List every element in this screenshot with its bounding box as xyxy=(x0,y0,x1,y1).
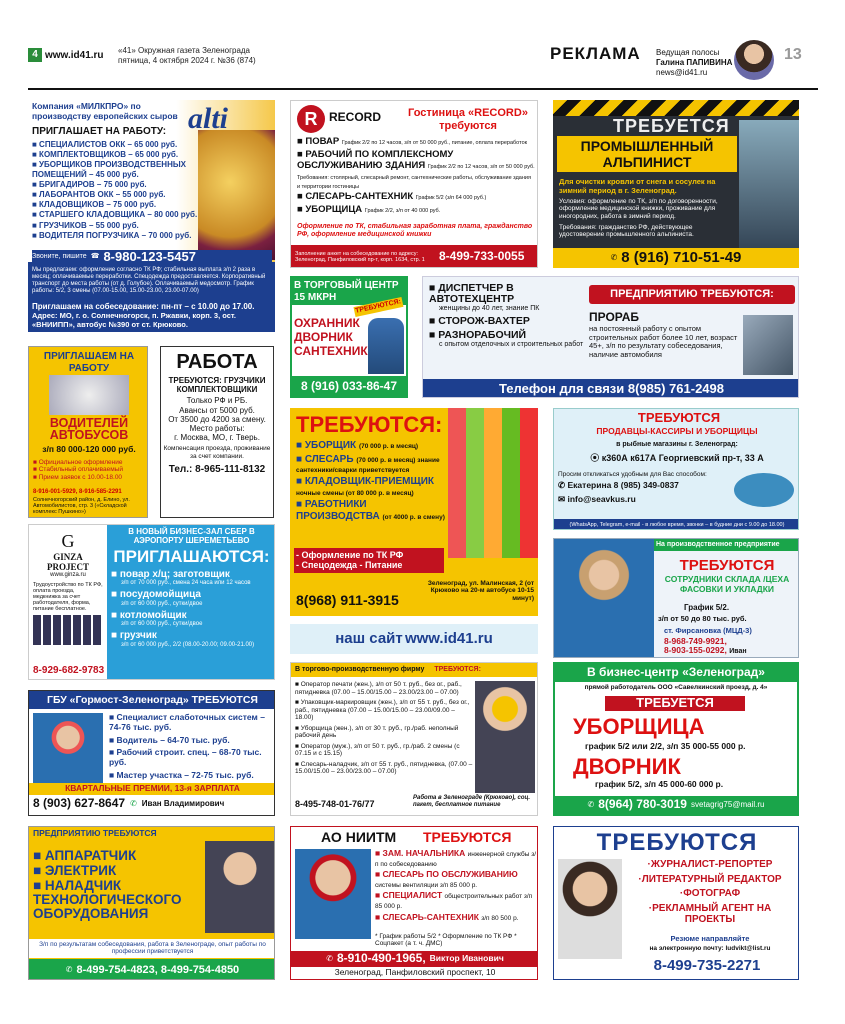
record-job-name: ■ УБОРЩИЦА xyxy=(297,204,365,216)
warehouse-jobs: СОТРУДНИКИ СКЛАДА /ЦЕХА ФАСОВКИ И УКЛАДКИ xyxy=(664,574,790,594)
milkpro-job-item: ■ ГРУЗЧИКОВ – 55 000 руб. xyxy=(32,220,139,230)
milkpro-job-item: ■ БРИГАДИРОВ – 75 000 руб. xyxy=(32,179,147,189)
fish-image xyxy=(734,473,794,507)
warehouse-address: ст. Фирсановка (МЦД-3) xyxy=(664,626,752,635)
niitm-job-item xyxy=(375,891,537,910)
ginza-job-item xyxy=(111,589,272,607)
ad-factory xyxy=(290,662,538,816)
record-job-item xyxy=(297,150,535,190)
ad-workers xyxy=(28,826,275,980)
site-label: наш сайт xyxy=(335,630,403,647)
ad-alpinist xyxy=(553,100,799,268)
page-number: 13 xyxy=(784,46,802,63)
autotech-job-name: ■ ДИСПЕТЧЕР В АВТОТЕХЦЕНТР xyxy=(429,282,515,305)
supermarket-address: Зеленоград, ул. Малинская, 2 (от Крюково на 20-м автобусе 10-15 минут) xyxy=(427,580,534,602)
niitm-job-item xyxy=(375,849,537,868)
autotech-job-desc: с опытом отделочных и строительных работ xyxy=(439,341,584,349)
niitm-title2: ТРЕБУЮТСЯ xyxy=(423,829,512,845)
fish-sub: ПРОДАВЦЫ-КАССИРЫ И УБОРЩИЦЫ xyxy=(596,426,758,436)
fish-title: ТРЕБУЮТСЯ xyxy=(637,410,721,425)
record-job-item xyxy=(297,192,535,203)
niitm-phone[interactable]: 8-910-490-1965, xyxy=(336,951,426,966)
autotech-job-list xyxy=(429,283,589,352)
rabota-l2: Авансы от 5000 руб. xyxy=(179,405,255,415)
niitm-job-desc: системы вентиляции з/п 85 000 р. xyxy=(375,882,478,889)
gormost-bonus: КВАРТАЛЬНЫЕ ПРЕМИИ, 13-я ЗАРПЛАТА xyxy=(29,783,275,795)
supermarket-job-item xyxy=(296,499,451,522)
alpinist-phone[interactable]: 8 (916) 710-51-49 xyxy=(621,249,742,267)
phone-icon: ✆ xyxy=(326,954,333,964)
ginza-job-desc: з/п от 70 000 руб., смена 24 часа или 12 часов xyxy=(121,580,251,587)
milkpro-logo: alti xyxy=(188,102,229,135)
ad-record xyxy=(290,100,538,268)
factory-job-item: ■ Оператор (муж.), з/п от 50 т. руб., гр./раб. 2 смены (с 07.15 и с 15.15) xyxy=(295,742,460,757)
tc15-top: В ТОРГОВЫЙ ЦЕНТР 15 МКРН xyxy=(292,278,406,305)
ginza-site[interactable]: www.ginza.ru xyxy=(50,572,86,579)
ad-milkpro xyxy=(28,100,275,332)
paper-date: пятница, 4 октября 2024 г. №36 (874) xyxy=(118,56,256,65)
ad-drivers xyxy=(28,346,148,518)
ad-autotech xyxy=(422,276,799,398)
mail-icon: ✉ xyxy=(558,494,566,504)
journalist-email[interactable]: на электронную почту: ludvikt@list.ru xyxy=(649,945,771,952)
factory-top: В торгово-производственную фирму xyxy=(295,666,425,673)
niitm-job-desc: общестроительных работ з/п 85 000 р. xyxy=(375,893,533,911)
ad-supermarket xyxy=(290,408,538,616)
rabota-l6: Компенсация проезда, проживание за счет компании. xyxy=(163,445,271,460)
supermarket-job-name: ■ РАБОТНИКИ ПРОИЗВОДСТВА xyxy=(296,499,383,522)
warehouse-top: На производственное предприятие xyxy=(654,539,799,551)
ginza-job-name: ■ грузчик xyxy=(111,630,157,642)
milkpro-job-item: ■ УБОРЩИКОВ ПРОИЗВОДСТВЕННЫХ ПОМЕЩЕНИЙ – 45 000 руб. xyxy=(32,160,187,179)
drivers-photo xyxy=(49,375,129,415)
drivers-perk: ■ Прием заявок с 10.00-18.00 xyxy=(33,473,123,481)
drivers-top: ПРИГЛАШАЕМ НА РАБОТУ xyxy=(43,351,135,374)
niitm-job-name: ■ ЗАМ. НАЧАЛЬНИКА xyxy=(375,848,468,858)
autotech-job-desc: женщины до 40 лет, знание ПК xyxy=(439,305,540,312)
location-pin-icon: ⦿ xyxy=(590,453,600,463)
drivers-perks xyxy=(33,459,145,481)
supermarket-job-list xyxy=(296,440,451,524)
rabota-l5: г. Москва, МО, г. Тверь. xyxy=(174,433,260,443)
gormost-job-list xyxy=(109,713,269,784)
alpinist-requirements: Требования: гражданство РФ, действующее удостоверение промышленного альпиниста. xyxy=(559,224,694,239)
factory-address: Работа в Зеленограде (Крюково), соц. пакет, бесплатное питание xyxy=(413,795,531,808)
autotech-job-name: ■ РАЗНОРАБОЧИЙ xyxy=(429,329,527,342)
rabota-l3: От 3500 до 4200 за смену. xyxy=(168,414,266,424)
factory-job-item: ■ Оператор печати (жен.), з/п от 50 т. руб., без ог., раб., пятидневка (07.00 – 15.00/15.00 – 23.00/23.00 – 07.00) xyxy=(295,681,462,696)
ginza-left: Трудоустройство по ТК РФ, оплата проезда, медкнижка за счет работодателя, форма, питание бесплатное. xyxy=(33,582,103,613)
page-header xyxy=(28,44,818,88)
ginza-phone[interactable]: 8-929-682-9783 xyxy=(33,665,105,676)
fish-email[interactable]: info@seavkus.ru xyxy=(567,494,636,504)
supermarket-job-desc: (70 000 р. в месяц) xyxy=(358,443,419,450)
milkpro-invite: ПРИГЛАШАЕТ НА РАБОТУ: xyxy=(32,126,167,137)
tc15-job-list xyxy=(294,316,366,358)
workers-job-item: ■ АППАРАТЧИК xyxy=(33,848,137,863)
tc15-job-item: ОХРАННИК xyxy=(294,316,360,330)
gormost-title: ГБУ «Гормост-Зеленоград» ТРЕБУЮТСЯ xyxy=(29,691,275,709)
milkpro-job-item: ■ СПЕЦИАЛИСТОВ ОКК – 65 000 руб. xyxy=(32,140,178,149)
bc-desc2: график 5/2, з/п 45 000-60 000 р. xyxy=(595,779,724,789)
supermarket-title: ТРЕБУЮТСЯ: xyxy=(296,412,443,437)
niitm-job-desc: з/п 80 500 р. xyxy=(481,914,519,922)
niitm-address: Зеленоград, Панфиловский проспект, 10 xyxy=(334,967,496,977)
ginza-job-name: ■ повар х/ц; заготовщик xyxy=(111,568,230,580)
phone-icon: ✆ xyxy=(610,253,618,263)
editor-name: Галина ПАПИВИНА xyxy=(656,58,733,67)
supermarket-job-name: ■ УБОРЩИК xyxy=(296,440,359,451)
workers-photo xyxy=(205,841,275,933)
phone-icon: ✆ xyxy=(558,480,566,490)
record-address: Заполнение анкет на собеседование по адресу: Зеленоград, Панфиловский пр-т, корп. 1634, стр. 1 xyxy=(295,250,425,263)
niitm-job-name: ■ СПЕЦИАЛИСТ xyxy=(375,890,445,901)
supermarket-job-name: ■ КЛАДОВЩИК-ПРИЕМЩИК xyxy=(296,476,434,488)
editor-role: Ведущая полосы xyxy=(656,48,720,57)
milkpro-job-item: ■ ВОДИТЕЛЯ ПОГРУЗЧИКА – 70 000 руб. xyxy=(32,230,192,240)
record-job-list xyxy=(297,137,535,218)
ginza-job-item xyxy=(111,630,272,648)
autotech-job2: ПРОРАБ xyxy=(589,310,640,324)
editor-info xyxy=(656,48,732,78)
fish-note: (WhatsApp, Telegram, e-mail - в любое время, звонки – в будние дни с 9.00 до 18.00) xyxy=(554,519,799,530)
bc-phone[interactable]: 8(964) 780-3019 xyxy=(598,797,687,812)
tc15-badge: ТРЕБУЮТСЯ: xyxy=(353,297,403,317)
rabota-l1: Только РФ и РБ. xyxy=(186,396,248,406)
workers-job-item: ■ НАЛАДЧИК ТЕХНОЛОГИЧЕСКОГО ОБОРУДОВАНИЯ xyxy=(33,878,182,921)
factory-job-item: ■ Упаковщик-маркировщик (жен.), з/п от 55 т. руб., без ог., раб., пятидневка (07.00 – 15.00/15.00 – 23.00/09.00 – 18.00) xyxy=(295,699,470,721)
ginza-job-item xyxy=(111,569,272,587)
rabota-phone[interactable]: Тел.: 8-965-111-8132 xyxy=(168,464,266,476)
supermarket-job-item xyxy=(296,476,451,497)
supermarket-perks xyxy=(294,548,444,573)
niitm-job-item xyxy=(375,870,537,889)
ad-gormost xyxy=(28,690,275,816)
ginza-job-name: ■ котломойщик xyxy=(111,609,187,621)
alpinist-desc: Для очистки кровли от снега и сосулек на зимний период в г. Зеленоград. xyxy=(559,177,716,195)
factory-job-list xyxy=(295,681,473,779)
record-title: Гостиница «RECORD» требуются xyxy=(408,107,528,132)
milkpro-job-list xyxy=(32,140,207,241)
journalist-job-item: ·ЖУРНАЛИСТ-РЕПОРТЕР xyxy=(647,859,773,870)
ginza-job-item xyxy=(111,610,272,628)
niitm-job-item xyxy=(375,913,537,923)
gormost-worker-image xyxy=(33,713,103,783)
journalist-photo xyxy=(558,859,622,959)
niitm-title: АО НИИТМ xyxy=(321,829,397,845)
ginza-logo-icon: G xyxy=(61,531,75,551)
supermarket-phone[interactable]: 8(968) 911-3915 xyxy=(296,592,399,608)
niitm-job-name: ■ СЛЕСАРЬ-САНТЕХНИК xyxy=(375,911,482,922)
factory-phone[interactable]: 8-495-748-01-76/77 xyxy=(295,799,375,809)
factory-job-item: ■ Слесарь-наладчик, з/п от 55 т. руб., пятидневка, (07.00 – 15.00/15.00 – 23.00/23.00 – 07.00) xyxy=(295,760,473,775)
autotech-title: ПРЕДПРИЯТИЮ ТРЕБУЮТСЯ: xyxy=(589,285,795,304)
record-job-name: ■ ПОВАР xyxy=(297,136,342,147)
header-rule xyxy=(28,88,818,90)
supermarket-produce-image xyxy=(448,408,538,558)
ad-journalist xyxy=(553,826,799,980)
milkpro-job-item: ■ КЛАДОВЩИКОВ – 75 000 руб. xyxy=(32,200,157,210)
journalist-job-item: ·РЕКЛАМНЫЙ АГЕНТ НА ПРОЕКТЫ xyxy=(648,902,772,925)
supermarket-perk: - Спецодежда - Питание xyxy=(296,560,403,571)
ginza-staff-image xyxy=(33,615,103,645)
phone-icon: ✆ xyxy=(130,799,137,809)
site-logo[interactable] xyxy=(28,48,104,62)
milkpro-job-item: ■ КОМПЛЕКТОВЩИКОВ – 65 000 руб. xyxy=(32,150,179,160)
journalist-job-item: ·ЛИТЕРАТУРНЫЙ РЕДАКТОР xyxy=(638,873,782,885)
record-job-item xyxy=(297,137,535,148)
record-logo-icon: R xyxy=(297,105,325,133)
journalist-phone[interactable]: 8-499-735-2271 xyxy=(653,957,761,974)
gormost-job-item: ■ Водитель – 64-70 тыс. руб. xyxy=(109,734,230,745)
bc-employer: прямой работодатель ООО «Савелкинский проезд, д. 4» xyxy=(584,684,768,691)
logo-icon: 4 xyxy=(28,48,42,62)
ad-fish xyxy=(553,408,799,530)
alpinist-conditions: Условия: оформление по ТК, з/п по договоренности, оформление медицинской книжки, проживание для иногородних, работа в зимний период. xyxy=(559,198,718,220)
rabota-title: РАБОТА xyxy=(176,351,258,373)
fish-phone[interactable]: Екатерина 8 (985) 349-0837 xyxy=(567,480,679,490)
editor-avatar xyxy=(734,40,774,80)
drivers-job: ВОДИТЕЛЕЙ АВТОБУСОВ xyxy=(49,416,129,442)
rabota-l4: Место работы: xyxy=(189,423,245,433)
workers-job-list xyxy=(33,849,203,922)
alpinist-title: ТРЕБУЕТСЯ xyxy=(613,116,730,136)
section-title: РЕКЛАМА xyxy=(550,44,641,63)
paper-title: «41» Окружная газета Зеленограда xyxy=(118,46,251,55)
record-job-desc: График 5/2 (з/п 64 000 руб.) xyxy=(415,195,487,202)
tc15-phone[interactable]: 8 (916) 033-86-47 xyxy=(292,376,406,396)
journalist-resume: Резюме направляйте xyxy=(670,934,750,943)
record-job-desc: График 2/2 по 12 часов, з/п от 50 000 руб. Требования: столярный, слесарный ремонт, сантехнические работы, обслуживание здания и территории гостиницы xyxy=(297,163,535,191)
record-brand: RECORD xyxy=(329,110,382,124)
ginza-title: ПРИГЛАШАЮТСЯ: xyxy=(113,547,270,567)
paper-info xyxy=(118,46,256,66)
supermarket-job-desc: ночные смены (от 80 000 р. в месяц) xyxy=(296,489,414,497)
milkpro-interview: Приглашаем на собеседование: пн-пт – с 10.00 до 17.00. xyxy=(32,302,255,311)
supermarket-perk: - Оформление по ТК РФ xyxy=(296,550,404,560)
autotech-job-name: ■ СТОРОЖ-ВАХТЕР xyxy=(429,315,530,328)
bc-job1: УБОРЩИЦА xyxy=(573,714,705,739)
journalist-title: ТРЕБУЮТСЯ xyxy=(596,829,758,856)
record-note: Оформление по ТК, стабильная заработная плата, гражданство РФ, оформление медицинской книжки xyxy=(297,223,533,239)
factory-job-item: ■ Уборщица (жен.), з/п от 30 т. руб., гр./раб. неполный рабочий день xyxy=(295,724,459,739)
milkpro-offer: Мы предлагаем: оформление согласно ТК РФ; стабильная выплата з/п 2 раза в месяц; оплачиваемые переработки. Спецодежда предоставляется. Корпоративный транспорт до места работы (от д. Голубое). Оплачиваемый медосмотр. График работы: 5/2, 3 смены (07.00-15.00, 15.00-23.00, 23.00-07.00) xyxy=(32,267,266,294)
workers-phones[interactable]: 8-499-754-4823, 8-499-754-4850 xyxy=(76,963,240,976)
ginza-job-name: ■ посудомойщица xyxy=(111,589,201,601)
milkpro-address: Адрес: МО, г. о. Солнечногорск, п. Ржавки, корп. 3, ост. «ВНИИПП», автобус №390 от ст. Крюково. xyxy=(32,311,236,329)
journalist-job-list xyxy=(624,859,796,929)
niitm-job-name: ■ СЛЕСАРЬ ПО ОБСЛУЖИВАНИЮ xyxy=(375,869,518,880)
niitm-perks: * График работы 5/2 * Оформление по ТК РФ * Соцпакет (а т. ч. ДМС) xyxy=(375,933,517,948)
tc15-job-item: САНТЕХНИК xyxy=(294,344,368,358)
record-job-name: ■ РАБОЧИЙ ПО КОМПЛЕКСНОМУ ОБСЛУЖИВАНИЮ ЗДАНИЯ xyxy=(297,148,454,171)
ad-tc15 xyxy=(290,276,408,398)
gormost-job-item: ■ Рабочий строит. спец. – 68-70 тыс. руб. xyxy=(109,747,262,768)
alpinist-photo xyxy=(739,120,799,250)
gormost-phone[interactable]: 8 (903) 627-8647 xyxy=(33,796,126,810)
milkpro-job-item: ■ СТАРШЕГО КЛАДОВЩИКА – 80 000 руб. xyxy=(32,210,198,220)
tc15-job-item: ДВОРНИК xyxy=(294,330,353,344)
autotech-job-item xyxy=(429,330,589,349)
milkpro-job-item: ■ ЛАБОРАНТОВ ОКК – 55 000 руб. xyxy=(32,189,166,199)
warehouse-title: ТРЕБУЮТСЯ xyxy=(679,557,775,574)
fish-contact-label: Просим откликаться удобным для Вас способом: xyxy=(558,471,707,478)
supermarket-job-item xyxy=(296,440,451,452)
drivers-perk: ■ Официальное оформление xyxy=(33,459,123,466)
factory-worker-image xyxy=(475,681,535,793)
autotech-job2-desc: на постоянный работу с опытом строительных работ более 10 лет, возраст 45+, з/п по результату собеседования, наличие автомобиля xyxy=(589,324,738,359)
warehouse-salary: з/п от 50 до 80 тыс. руб. xyxy=(658,614,747,623)
factory-badge: ТРЕБУЮТСЯ: xyxy=(434,666,481,673)
warehouse-photo xyxy=(554,539,654,658)
fish-locations: к360А к617А Георгиевский пр-т, 33 А xyxy=(601,453,764,463)
workers-job-item: ■ ЭЛЕКТРИК xyxy=(33,863,117,878)
autotech-phone[interactable]: Телефон для связи 8(985) 761-2498 xyxy=(423,379,799,398)
autotech-job-item xyxy=(429,316,589,327)
record-phone[interactable]: 8-499-733-0055 xyxy=(439,249,525,264)
site-link[interactable]: www.id41.ru xyxy=(404,630,493,647)
ad-rabota xyxy=(160,346,274,518)
ad-niitm xyxy=(290,826,538,980)
record-job-desc: График 2/2 по 12 часов, з/п от 50 000 руб., питание, оплата переработок xyxy=(341,140,528,146)
supermarket-job-desc: (70 000 р. в месяц) знание сантехники/сварки приветствуется xyxy=(296,456,440,474)
ginza-job-desc: з/п от 60 000 руб., сутки/двое xyxy=(121,621,203,628)
autotech-car-image xyxy=(743,315,793,375)
record-job-name: ■ СЛЕСАРЬ-САНТЕХНИК xyxy=(297,191,416,203)
supermarket-job-desc: (от 4000 р. в смену) xyxy=(382,513,445,521)
drivers-address: Солнечногорский район, д. Елино, ул. Автомобилистов, стр. 3 («Складской комплекс Пушкино») xyxy=(33,497,130,515)
phone-icon: ✆ xyxy=(65,965,73,975)
phone-icon: ☎ xyxy=(90,252,100,260)
ginza-job-desc: з/п от 60 000 руб., сутки/двое xyxy=(121,600,203,607)
bc-email[interactable]: svetagrig75@mail.ru xyxy=(690,800,765,810)
niitm-worker-image xyxy=(295,849,371,939)
ad-site-banner[interactable] xyxy=(290,624,538,654)
tc15-worker-image xyxy=(368,318,404,374)
rabota-sub: ТРЕБУЮТСЯ: ГРУЗЧИКИ КОМПЛЕКТОВЩИКИ xyxy=(168,376,266,395)
ginza-job-desc: з/п от 60 000 руб., 2/2 (08.00-20.00; 09.00-21.00) xyxy=(121,641,255,648)
site-url[interactable]: www.id41.ru xyxy=(45,49,104,61)
warehouse-contact: Иван xyxy=(729,648,747,655)
gormost-contact: Иван Владимирович xyxy=(141,799,225,809)
journalist-job-item: ·ФОТОГРАФ xyxy=(679,888,741,899)
niitm-job-list xyxy=(375,849,537,924)
warehouse-schedule: График 5/2. xyxy=(684,603,730,612)
ad-ginza xyxy=(28,524,275,680)
supermarket-job-item xyxy=(296,454,451,475)
ad-warehouse xyxy=(553,538,799,658)
drivers-salary: з/п 80 000-120 000 руб. xyxy=(42,444,136,454)
editor-email[interactable]: news@id41.ru xyxy=(656,68,708,77)
warehouse-phone-2[interactable]: 8-903-155-0292, xyxy=(664,645,727,655)
milkpro-company: Компания «МИЛКПРО» по производству европейских сыров xyxy=(32,101,178,121)
fish-where: в рыбные магазины г. Зеленоград: xyxy=(616,441,738,448)
bc-top: В бизнес-центр «Зеленоград» xyxy=(555,664,797,682)
ad-bc xyxy=(553,662,799,816)
bc-title: ТРЕБУЕТСЯ xyxy=(605,696,745,711)
niitm-contact: Виктор Иванович xyxy=(429,953,504,964)
supermarket-job-name: ■ СЛЕСАРЬ xyxy=(296,453,357,465)
milkpro-phone[interactable]: 8-980-123-5457 xyxy=(103,248,196,264)
alpinist-job: ПРОМЫШЛЕННЫЙ АЛЬПИНИСТ xyxy=(557,136,737,172)
ginza-brand: GINZA PROJECT xyxy=(46,551,89,573)
gormost-job-item: ■ Мастер участка – 72-75 тыс. руб. xyxy=(109,769,254,780)
phone-icon: ✆ xyxy=(587,800,595,810)
gormost-job-item: ■ Специалист слаботочных систем – 74-76 тыс. руб. xyxy=(109,712,265,732)
milkpro-call-label: Звоните, пишите xyxy=(32,252,87,260)
niitm-job-desc: инженерной службы з/п по собеседованию xyxy=(375,851,537,868)
record-job-item xyxy=(297,205,535,216)
ginza-job-list xyxy=(107,567,275,653)
record-job-desc: График 2/2, з/п от 40 000 руб. xyxy=(364,208,441,215)
workers-note: З/п по результатам собеседования, работа в Зеленограде, опыт работы по профессии приветствуется xyxy=(29,939,275,958)
warehouse-phone-1[interactable]: 8-968-749-9921, xyxy=(664,636,727,646)
drivers-perk: ■ Стабильный оплачиваемый xyxy=(33,466,123,474)
workers-title: ПРЕДПРИЯТИЮ ТРЕБУЮТСЯ xyxy=(33,828,157,838)
ginza-top: В НОВЫЙ БИЗНЕС-ЗАЛ СБЕР В АЭРОПОРТУ ШЕРЕМЕТЬЕВО xyxy=(128,527,255,546)
bc-desc1: график 5/2 или 2/2, з/п 35 000-55 000 р. xyxy=(585,741,746,751)
bc-job2: ДВОРНИК xyxy=(573,754,681,779)
autotech-job-item xyxy=(429,283,589,313)
drivers-phones[interactable]: 8-916-001-5929, 8-916-585-2291 xyxy=(33,489,122,495)
